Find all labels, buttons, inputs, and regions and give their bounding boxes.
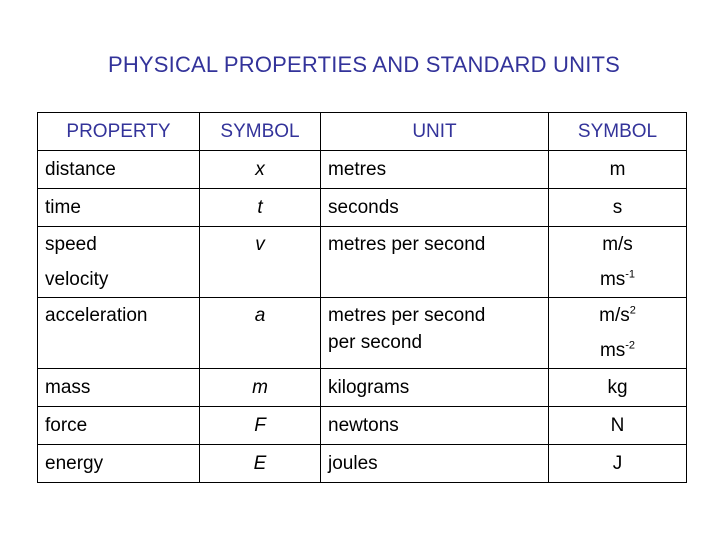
cell-property: energy <box>38 445 200 483</box>
table-row-speed <box>38 227 687 298</box>
table-row-time <box>38 189 687 227</box>
table-row-force <box>38 407 687 445</box>
table-header-row <box>38 113 687 151</box>
property-line-1: speed <box>45 234 97 255</box>
cell-symbol: m <box>200 369 321 407</box>
cell-unit-symbol: N <box>549 407 687 445</box>
unit-symbol-line-1 <box>556 302 679 329</box>
table-row-mass <box>38 369 687 407</box>
cell-unit: metres per second <box>321 227 549 298</box>
unit-symbol-exponent: -1 <box>625 268 636 281</box>
unit-symbol-exponent: -2 <box>625 339 636 352</box>
cell-symbol: a <box>200 298 321 369</box>
cell-symbol: E <box>200 445 321 483</box>
cell-unit: metres <box>321 151 549 189</box>
unit-symbol-exponent: 2 <box>629 304 636 317</box>
cell-property: force <box>38 407 200 445</box>
table-row-acceleration <box>38 298 687 369</box>
cell-unit-symbol: kg <box>549 369 687 407</box>
cell-property: distance <box>38 151 200 189</box>
header-property: PROPERTY <box>38 113 200 151</box>
cell-unit-symbol: s <box>549 189 687 227</box>
unit-line-1: metres per second <box>328 305 486 326</box>
unit-symbol-line-2 <box>556 337 679 364</box>
table-row-distance <box>38 151 687 189</box>
header-unit: UNIT <box>321 113 549 151</box>
cell-symbol: F <box>200 407 321 445</box>
cell-unit: joules <box>321 445 549 483</box>
property-line-2: velocity <box>45 269 109 290</box>
cell-property: time <box>38 189 200 227</box>
cell-symbol: v <box>200 227 321 298</box>
cell-symbol: t <box>200 189 321 227</box>
cell-unit <box>321 298 549 369</box>
cell-unit: seconds <box>321 189 549 227</box>
cell-unit-symbol: m <box>549 151 687 189</box>
cell-unit: kilograms <box>321 369 549 407</box>
cell-symbol: x <box>200 151 321 189</box>
unit-symbol-base: m/s <box>599 305 630 326</box>
cell-unit-symbol <box>549 298 687 369</box>
cell-property <box>38 227 200 298</box>
cell-unit-symbol <box>549 227 687 298</box>
unit-symbol-line-1: m/s <box>602 234 633 255</box>
properties-table <box>37 112 687 483</box>
cell-property: mass <box>38 369 200 407</box>
header-unit-symbol: SYMBOL <box>549 113 687 151</box>
unit-symbol-base: ms <box>599 340 626 361</box>
unit-symbol-line-2 <box>556 266 679 293</box>
cell-unit: newtons <box>321 407 549 445</box>
page-title: PHYSICAL PROPERTIES AND STANDARD UNITS <box>107 52 621 77</box>
header-symbol: SYMBOL <box>200 113 321 151</box>
cell-property: acceleration <box>38 298 200 369</box>
table-row-energy <box>38 445 687 483</box>
cell-unit-symbol: J <box>549 445 687 483</box>
unit-symbol-base: ms <box>599 269 626 290</box>
unit-line-2: per second <box>328 332 423 353</box>
